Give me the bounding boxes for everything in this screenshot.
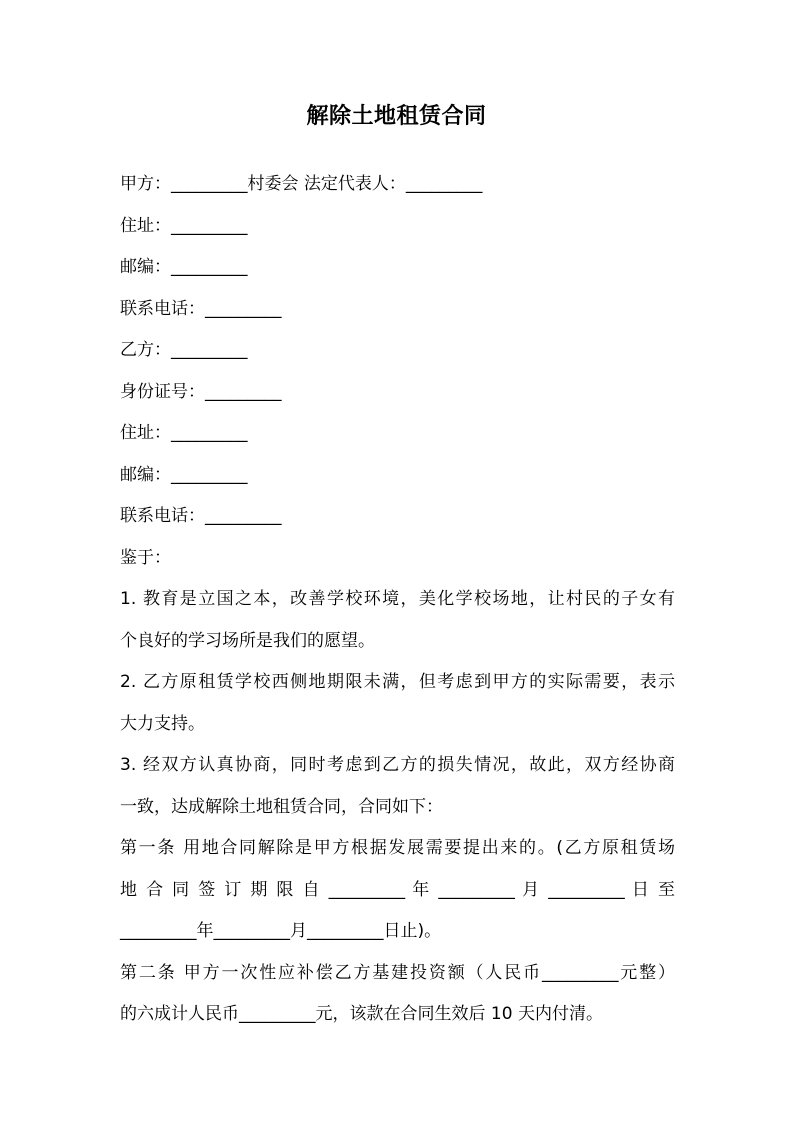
recital-3-line-2: 一致，达成解除土地租赁合同，合同如下： — [120, 796, 443, 817]
party-a-line: 甲方：_________村委会 法定代表人：_________ — [120, 174, 483, 194]
recital-1-line-2: 个良好的学习场所是我们的愿望。 — [120, 630, 375, 651]
whereas-heading: 鉴于： — [120, 547, 171, 568]
party-a-phone-line: 联系电话：_________ — [120, 298, 282, 319]
party-b-phone-line: 联系电话：_________ — [120, 506, 282, 526]
recital-1-line-1: 1. 教育是立国之本，改善学校环境，美化学校场地，让村民的子女有 — [120, 589, 675, 609]
article-1-line-2: 地 合 同 签 订 期 限 自 _________ 年 _________ 月 _________ 日 至 — [120, 879, 675, 900]
article-2-line-2: 的六成计人民币_________元，该款在合同生效后 10 天内付清。 — [120, 1004, 603, 1024]
recital-3-line-1: 3. 经双方认真协商，同时考虑到乙方的损失情况，故此，双方经协商 — [120, 755, 675, 775]
party-b-address-line: 住址：_________ — [120, 423, 248, 443]
document-title: 解除土地租赁合同 — [306, 104, 487, 129]
party-b-line: 乙方：_________ — [120, 340, 248, 360]
party-b-postcode-line: 邮编：_________ — [120, 464, 248, 485]
article-1-line-1: 第一条 用地合同解除是甲方根据发展需要提出来的。(乙方原租赁场 — [120, 838, 675, 858]
party-a-address-line: 住址：_________ — [120, 215, 248, 236]
recital-2-line-1: 2. 乙方原租赁学校西侧地期限未满，但考虑到甲方的实际需要，表示 — [120, 672, 675, 692]
party-b-id-line: 身份证号：_________ — [120, 381, 282, 402]
recital-2-line-2: 大力支持。 — [120, 713, 205, 734]
article-2-line-1: 第二条 甲方一次性应补偿乙方基建投资额（人民币_________元整） — [120, 962, 675, 983]
party-a-postcode-line: 邮编：_________ — [120, 257, 248, 277]
document-body — [120, 164, 675, 1036]
article-1-line-3: _________年_________月_________日止)。 — [120, 921, 442, 941]
